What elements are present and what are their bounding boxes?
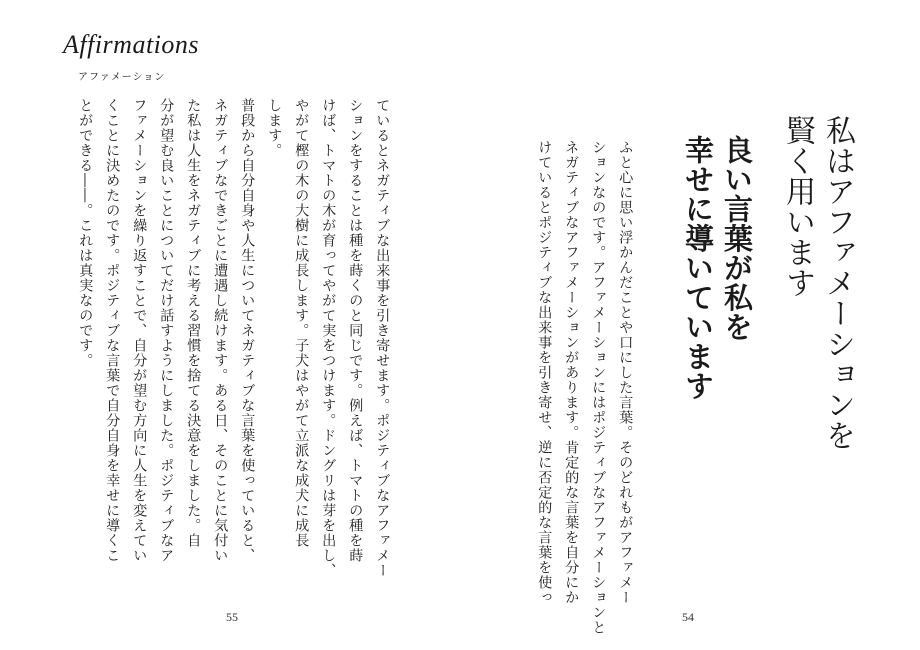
body-line: ているとネガティブな出来事を引き寄せます。ポジティブなアファメー — [374, 98, 391, 578]
body-line: 分が望む良いことについてだけ話すようにしました。ポジティブなア — [158, 98, 175, 563]
chapter-subheading-line-2: 幸せに導いています — [681, 135, 715, 401]
body-line: ションなのです。アファメーションにはポジティブなアファメーションと — [590, 140, 607, 635]
running-header-title: Affirmations — [63, 30, 200, 59]
chapter-heading-line-1: 私はアファメーションを — [820, 115, 855, 451]
body-line: けているとポジティブな出来事を引き寄せ、逆に否定的な言葉を使っ — [536, 140, 553, 605]
body-line: します。 — [266, 98, 283, 158]
body-line: やがて樫の木の大樹に成長します。子犬はやがて立派な成犬に成長 — [293, 98, 310, 548]
body-line: ネガティブなアファメーションがあります。肯定的な言葉を自分にか — [563, 140, 580, 605]
body-line: とができる――。これは真実なのです。 — [77, 98, 94, 368]
body-line: ションをすることは種を蒔くのと同じです。例えば、トマトの種を蒔 — [347, 98, 364, 563]
chapter-subheading-line-1: 良い言葉が私を — [720, 135, 754, 342]
body-line: た私は人生をネガティブに考える習慣を捨てる決意をしました。自 — [185, 98, 202, 548]
body-line: ネガティブなできごとに遭遇し続けます。ある日、そのことに気付い — [212, 98, 229, 563]
body-line: けば、トマトの木が育ってやがて実をつけます。ドングリは芽を出し、 — [320, 98, 337, 578]
running-header-subtitle: アファメーション — [78, 72, 166, 83]
body-line: 普段から自分自身や人生についてネガティブな言葉を使っていると、 — [239, 98, 256, 563]
body-line: ファメーションを繰り返すことで、自分が望む方向に人生を変えてい — [131, 98, 148, 563]
body-line: くことに決めたのです。ポジティブな言葉で自分自身を幸せに導くこ — [104, 98, 121, 563]
chapter-heading-line-2: 賢く用います — [780, 115, 815, 298]
body-line: ふと心に思い浮かんだことや口にした言葉。そのどれもがアファメー — [617, 140, 634, 605]
page-number-left: 55 — [226, 610, 238, 624]
page-number-right: 54 — [682, 610, 694, 624]
